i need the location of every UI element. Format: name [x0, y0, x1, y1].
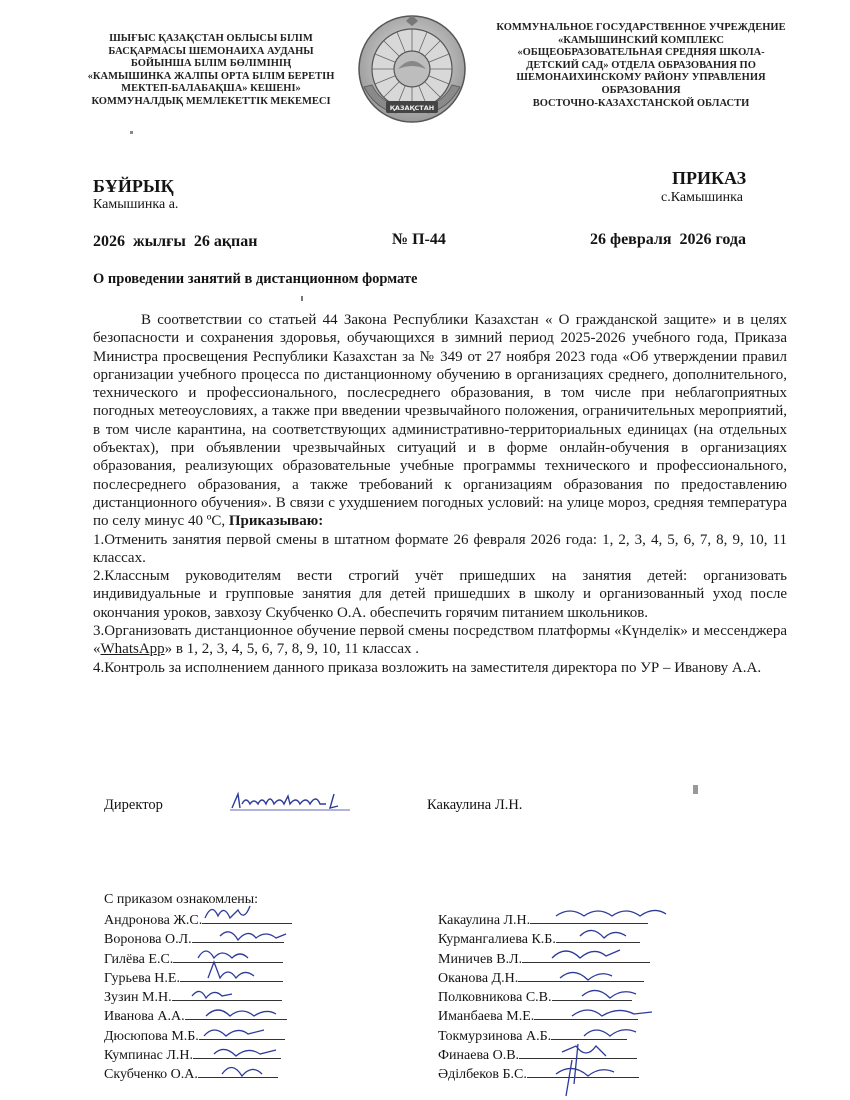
header-left-line: БАСҚАРМАСЫ ШЕМОНАИХА АУДАНЫ — [108, 45, 314, 57]
ack-name: Зузин М.Н. — [104, 990, 172, 1006]
ack-name: Андронова Ж.С. — [104, 913, 203, 928]
header-left-line: БОЙЫНША БІЛІМ БӨЛІМІНІҢ — [130, 58, 292, 70]
scan-mark — [693, 785, 698, 794]
handwritten-signature-icon — [205, 906, 250, 918]
ack-name: Воронова О.Л. — [104, 932, 192, 948]
handwritten-signature-icon — [556, 1060, 614, 1096]
ack-name: Дюсюпова М.Б. — [104, 1028, 199, 1044]
order-subject: О проведении занятий в дистанционном формате — [93, 271, 418, 287]
handwritten-signature-icon — [214, 1049, 276, 1056]
handwritten-signature-icon — [192, 991, 232, 998]
item-2: 2.Классным руководителям вести строгий учёт пришедших на занятия детей: организовать индивидуальные и групповые занятия для детей пришедших в школу и организованный уход после окончания уроков, завхозу Скубченко О.А. обеспечить горячим питанием школьников. — [93, 568, 787, 621]
ack-name: Иванова А.А. — [104, 1009, 185, 1025]
ack-name: Әділбеков Б.С. — [438, 1067, 527, 1083]
item-3-text-b: » в 1, 2, 3, 4, 5, 6, 7, 8, 9, 10, 11 классах . — [164, 641, 420, 658]
handwritten-signature-icon — [580, 930, 626, 938]
ack-name: Иманбаева М.Е. — [438, 1009, 535, 1025]
intro-paragraph — [93, 311, 787, 531]
header-right-line: ВОСТОЧНО-КАЗАХСТАНСКОЙ ОБЛАСТИ — [532, 97, 750, 109]
item-3 — [93, 622, 787, 659]
scan-mark — [301, 296, 303, 301]
order-date-kz: 2026 жылғы 26 ақпан — [93, 233, 258, 250]
handwritten-signature-icon — [222, 1067, 262, 1076]
state-emblem — [356, 13, 468, 128]
director-signature — [230, 790, 360, 819]
acknowledgement-heading: С приказом ознакомлены: — [104, 892, 259, 907]
ack-name: Курмангалиева К.Б. — [438, 932, 556, 948]
handwritten-signature-icon — [230, 790, 360, 814]
director-name: Какаулина Л.Н. — [427, 797, 523, 813]
header-right-line: «КАМЫШИНСКИЙ КОМПЛЕКС — [557, 34, 725, 46]
ack-name: Токмурзинова А.Б. — [438, 1028, 552, 1044]
scan-mark — [130, 131, 133, 134]
header-right-ru — [482, 22, 800, 110]
handwritten-signature-icon — [204, 1030, 264, 1036]
header-right-line: «ОБЩЕОБРАЗОВАТЕЛЬНАЯ СРЕДНЯЯ ШКОЛА- — [517, 47, 765, 59]
order-number: № П-44 — [392, 231, 446, 248]
header-left-line: «КАМЫШИНКА ЖАЛПЫ ОРТА БІЛІМ БЕРЕТІН — [87, 70, 335, 82]
handwritten-signature-icon — [206, 1010, 276, 1016]
handwritten-signature-icon — [552, 950, 620, 958]
ack-name: Гурьева Н.Е. — [104, 970, 180, 986]
order-place-kz: Камышинка а. — [93, 197, 179, 212]
item-1: 1.Отменить занятия первой смены в штатном формате 26 февраля 2026 года: 1, 2, 3, 4, 5, 6, 7, 8, 9, 10, 11 классах. — [93, 531, 787, 566]
handwritten-signature-icon — [572, 1010, 652, 1016]
item-3-text-a: 3.Организовать дистанционное обучение первой смены посредством платформы «Күнделік» и мессенджера « — [93, 623, 787, 658]
order-title-ru: ПРИКАЗ — [672, 168, 747, 188]
whatsapp-link: WhatsApp — [100, 641, 165, 658]
order-date-ru: 26 февраля 2026 года — [590, 231, 746, 248]
ack-name: Полковникова С.В. — [438, 990, 552, 1006]
header-left-line: ШЫҒЫС ҚАЗАҚСТАН ОБЛЫСЫ БІЛІМ — [109, 33, 313, 44]
order-body — [93, 311, 787, 677]
intro-text: В соответствии со статьей 44 Закона Республики Казахстан « О гражданской защите» и в целях безопасности и сохранения здоровья, обучающихся в зимний период 2025-2026 учебного года, Приказа Министра просвещения Республики Казахстан за № 349 от 27 ноября 2023 года «Об утверждении правил организации учебного процесса по дистанционному обучению в организациях среднего, дополнительного, технического и профессионального, послесреднего образования, в том числе при неблагоприятных погодных метеоусловиях, а также при введении чрезвычайного положения, ограничительных мероприятий, в том числе карантина, на соответствующих административно-территориальных единицах (на отдельных объектах), при объявлении чрезвычайных ситуаций и в форме онлайн-обучения в организациях образования, реализующих образовательные учебные программы технического и профессионального, послесреднего образования, а также требований к организациям образования по предоставлению дистанционного обучения». В связи с ухудшением погодных условий: на улице мороз, средняя температура по селу минус 40 ºС, — [93, 312, 787, 530]
handwritten-signature-icon — [220, 932, 286, 940]
order-word: Приказываю: — [228, 513, 324, 530]
ack-name: Гилёва Е.С. — [104, 951, 174, 967]
ack-name: Какаулина Л.Н. — [438, 913, 531, 928]
header-right-line: ДЕТСКИЙ САД» ОТДЕЛА ОБРАЗОВАНИЯ ПО — [526, 59, 756, 71]
ack-signatures — [0, 900, 850, 1100]
ack-name: Скубченко О.А. — [104, 1067, 198, 1083]
emblem-text: ҚАЗАҚСТАН — [389, 104, 435, 112]
header-right-line: ОБРАЗОВАНИЯ — [601, 84, 681, 96]
handwritten-signature-icon — [556, 910, 666, 916]
handwritten-signature-icon — [584, 1030, 636, 1036]
handwritten-signature-icon — [582, 990, 636, 998]
ack-name: Финаева О.В. — [438, 1048, 520, 1064]
order-place-ru: с.Камышинка — [661, 190, 743, 205]
handwritten-signature-icon — [560, 972, 612, 980]
handwritten-signature-icon — [208, 962, 254, 978]
state-emblem-icon — [356, 13, 468, 128]
header-left-line: КОММУНАЛДЫҚ МЕМЛЕКЕТТІК МЕКЕМЕСІ — [91, 95, 331, 107]
ack-name: Кумпинас Л.Н. — [104, 1048, 193, 1064]
director-role: Директор — [104, 797, 163, 813]
header-left-kz — [72, 33, 350, 109]
ack-name: Оканова Д.Н. — [438, 970, 519, 986]
header-right-line: КОММУНАЛЬНОЕ ГОСУДАРСТВЕННОЕ УЧРЕЖДЕНИЕ — [496, 22, 786, 33]
handwritten-signature-icon — [198, 951, 248, 958]
header-right-line: ШЕМОНАИХИНСКОМУ РАЙОНУ УПРАВЛЕНИЯ — [516, 72, 766, 84]
order-title-kz: БҰЙРЫҚ — [93, 176, 174, 196]
item-4: 4.Контроль за исполнением данного приказа возложить на заместителя директора по УР – Иванову А.А. — [93, 659, 762, 676]
header-left-line: МЕКТЕП-БАЛАБАҚША» КЕШЕНІ» — [121, 83, 301, 95]
ack-name: Миничев В.Л. — [438, 951, 523, 967]
